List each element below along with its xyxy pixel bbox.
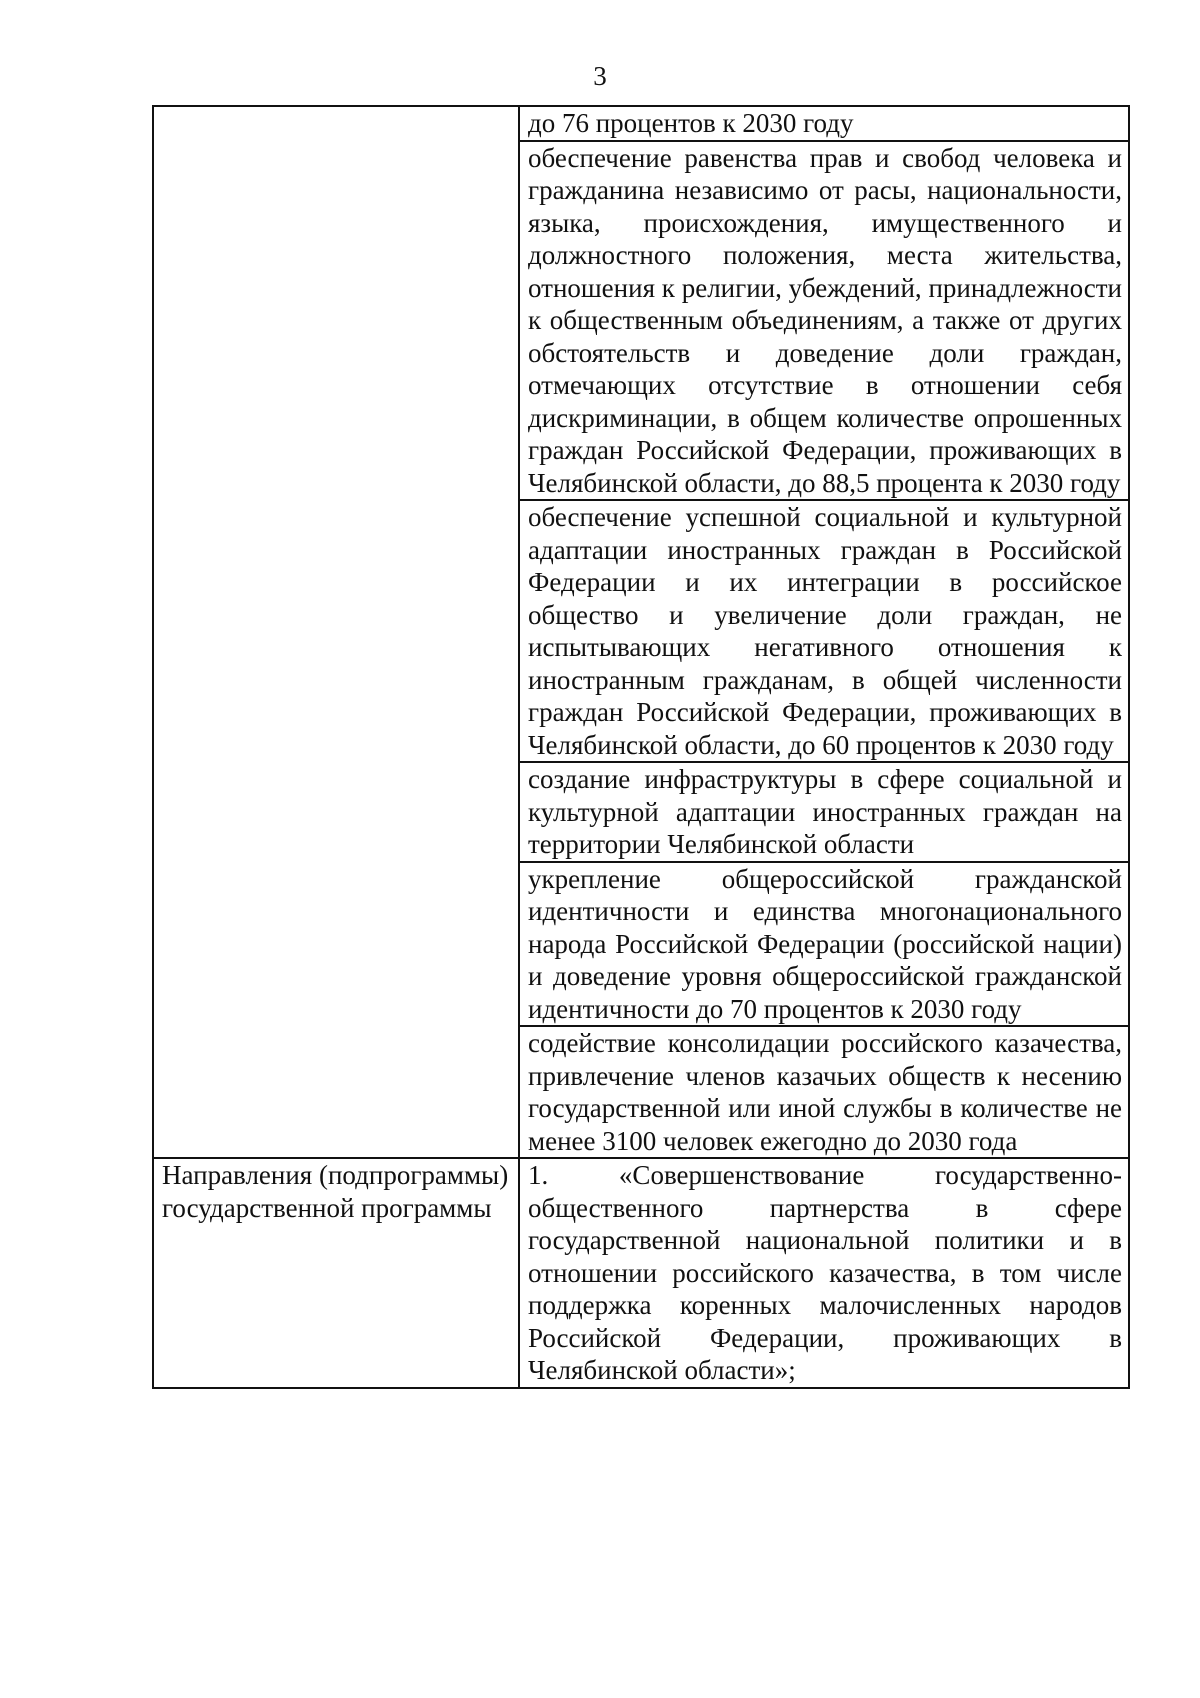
- cell-text: содействие консолидации российского казачества, привлечение членов казачьих обществ к несению государственной или иной службы в количестве не менее 3100 человек ежегодно до 2030 года: [528, 1028, 1122, 1156]
- cell-text: до 76 процентов к 2030 году: [528, 108, 854, 138]
- table-cell-right: [519, 862, 1129, 1027]
- table-cell-right: [519, 1158, 1129, 1388]
- table-cell-right: [519, 500, 1129, 762]
- table-cell-left: [153, 106, 519, 1158]
- table-row: [153, 106, 1129, 141]
- cell-text: обеспечение равенства прав и свобод человека и гражданина независимо от расы, национальности, языка, происхождения, имущественного и должностного положения, места жительства, отношения к религии, убеждений, принадлежности к общественным объединениям, а также от других обстоятельств и доведение доли граждан, отмечающих отсутствие в отношении себя дискриминации, в общем количестве опрошенных граждан Российской Федерации, проживающих в Челябинской области, до 88,5 процента к 2030 году: [528, 142, 1122, 498]
- table-cell-right: [519, 106, 1129, 141]
- cell-text: обеспечение успешной социальной и культурной адаптации иностранных граждан в Российской Федерации и их интеграции в российское общество и увеличение доли граждан, не испытывающих негативного отношения к иностранным гражданам, в общей численности граждан Российской Федерации, проживающих в Челябинской области, до 60 процентов к 2030 году: [528, 502, 1122, 760]
- table-cell-left: [153, 1158, 519, 1388]
- program-passport-table: [152, 105, 1130, 1389]
- table-cell-right: [519, 141, 1129, 501]
- table-row: [153, 1158, 1129, 1388]
- cell-text: 1. «Совершенствование государственно-общественного партнерства в сфере государственной национальной политики и в отношении российского казачества, в том числе поддержка коренных малочисленных народов Российской Федерации, проживающих в Челябинской области»;: [528, 1160, 1122, 1385]
- table-cell-right: [519, 1026, 1129, 1158]
- page-number: 3: [593, 61, 607, 91]
- section-label: Направления (подпрограммы) государственной программы: [162, 1160, 509, 1223]
- table-cell-right: [519, 762, 1129, 862]
- cell-text: укрепление общероссийской гражданской идентичности и единства многонационального народа Российской Федерации (российской нации) и доведение уровня общероссийской гражданской идентичности до 70 процентов к 2030 году: [528, 863, 1122, 1024]
- cell-text: создание инфраструктуры в сфере социальной и культурной адаптации иностранных граждан на территории Челябинской области: [528, 764, 1122, 859]
